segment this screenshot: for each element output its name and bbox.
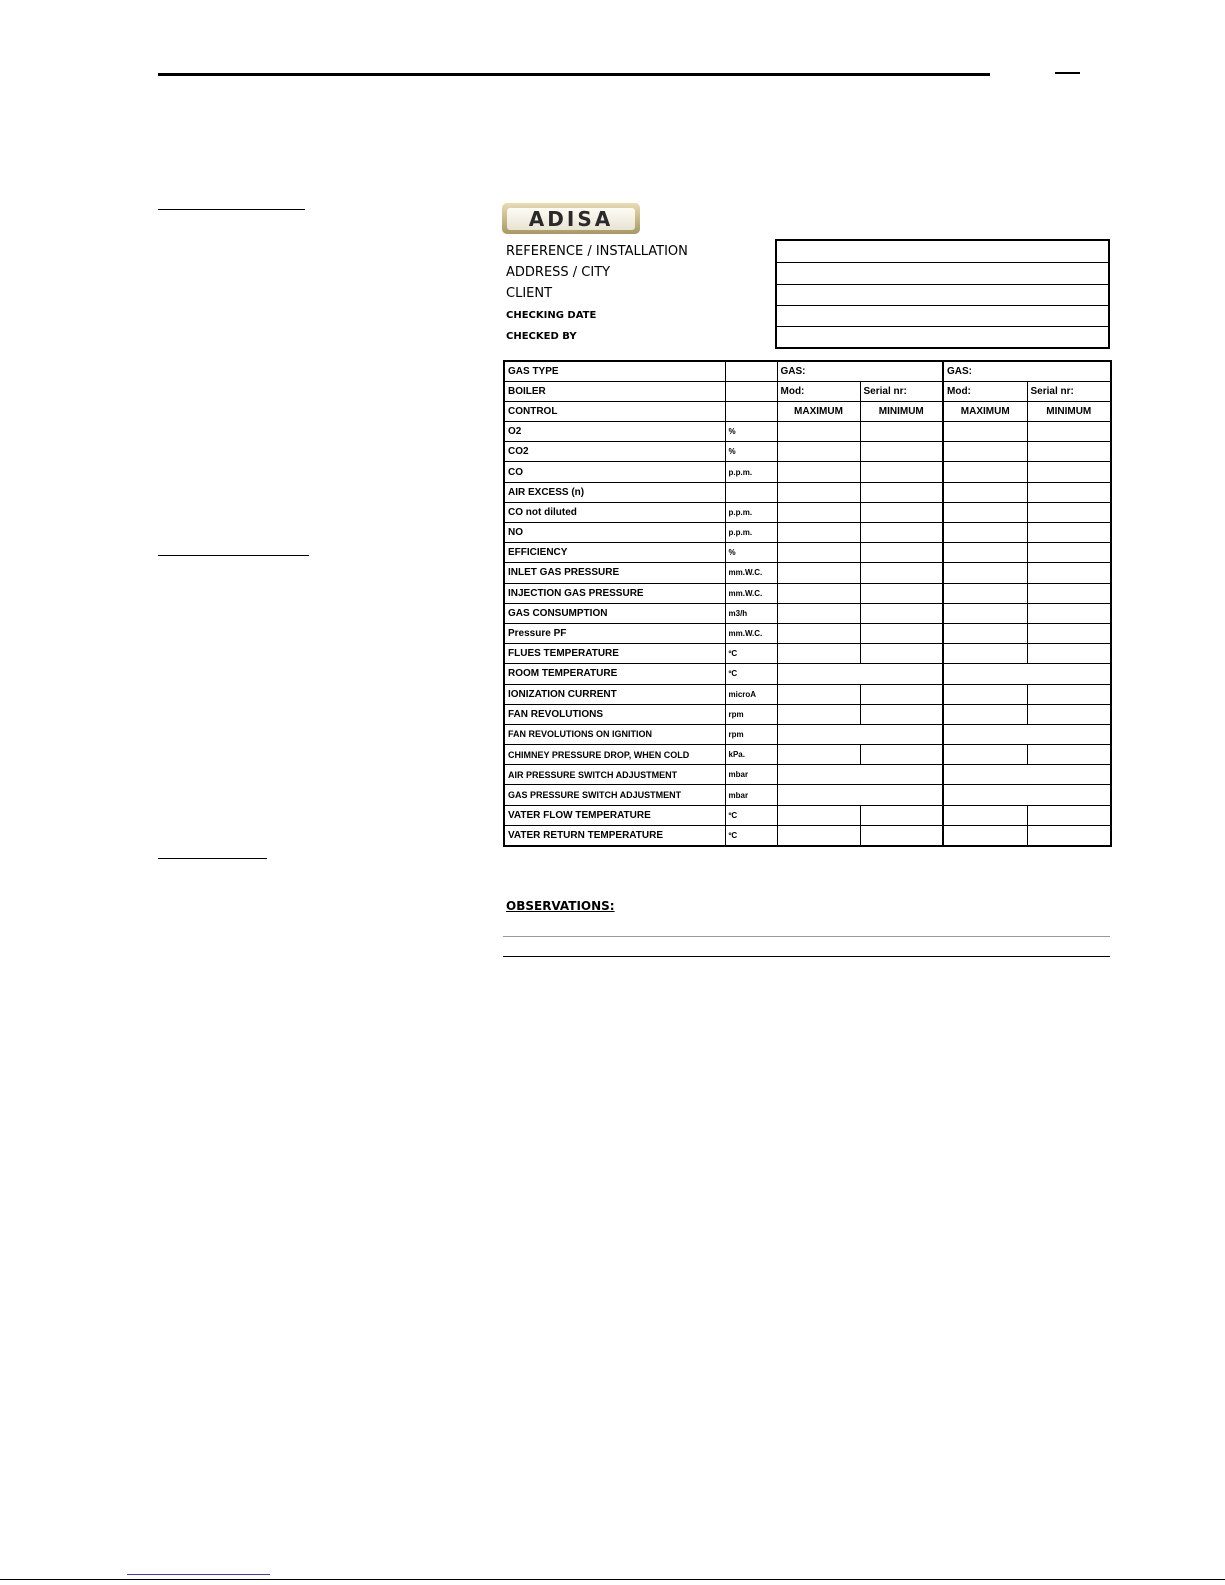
value-cell-max-1[interactable]	[777, 644, 860, 664]
margin-rule-3	[158, 858, 267, 859]
row-label: CHIMNEY PRESSURE DROP, WHEN COLD	[504, 745, 725, 765]
value-cell-max-1[interactable]	[777, 805, 860, 825]
value-cell-min-2[interactable]	[1027, 442, 1111, 462]
unit-cell: %	[725, 543, 777, 563]
value-cell-gas-2[interactable]	[943, 785, 1111, 805]
value-cell-max-2[interactable]	[943, 684, 1027, 704]
value-cell-min-1[interactable]	[860, 523, 943, 543]
measurement-row	[504, 543, 1111, 563]
gas-1-cell: GAS:	[777, 361, 943, 381]
value-cell-max-2[interactable]	[943, 704, 1027, 724]
value-cell-min-2[interactable]	[1027, 482, 1111, 502]
value-cell-min-2[interactable]	[1027, 583, 1111, 603]
unit-cell: mbar	[725, 765, 777, 785]
value-cell-max-2[interactable]	[943, 825, 1027, 845]
measurement-row	[504, 704, 1111, 724]
maximum-2-header: MAXIMUM	[943, 401, 1027, 421]
value-cell-max-1[interactable]	[777, 623, 860, 643]
unit-cell: rpm	[725, 704, 777, 724]
measurement-row	[504, 745, 1111, 765]
value-cell-min-1[interactable]	[860, 543, 943, 563]
value-cell-max-2[interactable]	[943, 805, 1027, 825]
row-label: GAS TYPE	[504, 361, 725, 381]
adisa-logo	[502, 203, 640, 234]
value-cell-min-1[interactable]	[860, 805, 943, 825]
unit-cell: p.p.m.	[725, 523, 777, 543]
value-cell-min-1[interactable]	[860, 442, 943, 462]
header-fields-box	[775, 239, 1110, 349]
value-cell-min-1[interactable]	[860, 502, 943, 522]
row-label: VATER FLOW TEMPERATURE	[504, 805, 725, 825]
measurement-row	[504, 765, 1111, 785]
measurement-row	[504, 623, 1111, 643]
measurement-row	[504, 442, 1111, 462]
value-cell-max-1[interactable]	[777, 543, 860, 563]
value-cell-min-2[interactable]	[1027, 684, 1111, 704]
row-label: CO2	[504, 442, 725, 462]
unit-cell: m3/h	[725, 603, 777, 623]
unit-cell: %	[725, 422, 777, 442]
value-cell-max-2[interactable]	[943, 482, 1027, 502]
unit-cell: mbar	[725, 785, 777, 805]
measurement-row	[504, 644, 1111, 664]
value-cell-min-2[interactable]	[1027, 745, 1111, 765]
value-cell-gas-2[interactable]	[943, 765, 1111, 785]
value-cell-gas-1[interactable]	[777, 724, 943, 744]
row-label: CO not diluted	[504, 502, 725, 522]
footer-link-rule	[127, 1574, 270, 1575]
row-label: IONIZATION CURRENT	[504, 684, 725, 704]
value-cell-min-1[interactable]	[860, 623, 943, 643]
unit-cell: kPa.	[725, 745, 777, 765]
value-cell-min-1[interactable]	[860, 745, 943, 765]
row-label: CONTROL	[504, 401, 725, 421]
value-cell-min-1[interactable]	[860, 583, 943, 603]
row-label: Pressure PF	[504, 623, 725, 643]
row-label: AIR EXCESS (n)	[504, 482, 725, 502]
value-cell-gas-1[interactable]	[777, 785, 943, 805]
value-cell-min-2[interactable]	[1027, 563, 1111, 583]
value-cell-min-2[interactable]	[1027, 422, 1111, 442]
value-cell-gas-2[interactable]	[943, 724, 1111, 744]
row-label: CO	[504, 462, 725, 482]
observations-line-1	[503, 936, 1110, 937]
unit-cell: ºC	[725, 644, 777, 664]
minimum-2-header: MINIMUM	[1027, 401, 1111, 421]
row-label: VATER RETURN TEMPERATURE	[504, 825, 725, 845]
value-cell-gas-2[interactable]	[943, 664, 1111, 684]
measurement-row	[504, 664, 1111, 684]
serial-1-cell: Serial nr:	[860, 381, 943, 401]
value-cell-min-2[interactable]	[1027, 623, 1111, 643]
row-label: NO	[504, 523, 725, 543]
row-label: GAS CONSUMPTION	[504, 603, 725, 623]
value-cell-max-1[interactable]	[777, 745, 860, 765]
value-cell-min-2[interactable]	[1027, 805, 1111, 825]
unit-cell: ºC	[725, 825, 777, 845]
value-cell-max-2[interactable]	[943, 563, 1027, 583]
serial-2-cell: Serial nr:	[1027, 381, 1111, 401]
value-cell-min-1[interactable]	[860, 563, 943, 583]
value-cell-max-1[interactable]	[777, 603, 860, 623]
row-label: AIR PRESSURE SWITCH ADJUSTMENT	[504, 765, 725, 785]
value-cell-max-1[interactable]	[777, 563, 860, 583]
row-label: O2	[504, 422, 725, 442]
value-cell-min-2[interactable]	[1027, 704, 1111, 724]
row-label: EFFICIENCY	[504, 543, 725, 563]
value-cell-max-1[interactable]	[777, 684, 860, 704]
value-cell-max-2[interactable]	[943, 745, 1027, 765]
value-cell-max-1[interactable]	[777, 704, 860, 724]
measurement-row	[504, 583, 1111, 603]
value-cell-max-2[interactable]	[943, 603, 1027, 623]
value-cell-min-2[interactable]	[1027, 825, 1111, 845]
boiler-row	[504, 381, 1111, 401]
measurement-row	[504, 462, 1111, 482]
value-cell-min-1[interactable]	[860, 644, 943, 664]
row-label: FLUES TEMPERATURE	[504, 644, 725, 664]
value-cell-gas-1[interactable]	[777, 664, 943, 684]
row-label: INLET GAS PRESSURE	[504, 563, 725, 583]
row-label: GAS PRESSURE SWITCH ADJUSTMENT	[504, 785, 725, 805]
value-cell-min-1[interactable]	[860, 825, 943, 845]
minimum-1-header: MINIMUM	[860, 401, 943, 421]
value-cell-max-2[interactable]	[943, 422, 1027, 442]
gas-2-cell: GAS:	[943, 361, 1111, 381]
unit-cell: mm.W.C.	[725, 563, 777, 583]
measurement-row	[504, 724, 1111, 744]
value-cell-max-1[interactable]	[777, 583, 860, 603]
unit-cell: rpm	[725, 724, 777, 744]
row-label: BOILER	[504, 381, 725, 401]
unit-cell: microA	[725, 684, 777, 704]
value-cell-min-1[interactable]	[860, 422, 943, 442]
unit-cell	[725, 381, 777, 401]
value-cell-gas-1[interactable]	[777, 765, 943, 785]
measurement-row	[504, 684, 1111, 704]
value-cell-min-1[interactable]	[860, 684, 943, 704]
unit-cell: mm.W.C.	[725, 623, 777, 643]
measurement-row	[504, 482, 1111, 502]
measurement-row	[504, 785, 1111, 805]
value-cell-max-2[interactable]	[943, 644, 1027, 664]
measurement-row	[504, 422, 1111, 442]
measurement-row	[504, 805, 1111, 825]
reference-label: REFERENCE / INSTALLATION	[506, 244, 688, 259]
value-cell-max-1[interactable]	[777, 422, 860, 442]
checking-date-label: CHECKING DATE	[506, 310, 597, 321]
control-row	[504, 401, 1111, 421]
unit-cell	[725, 482, 777, 502]
measurement-row	[504, 563, 1111, 583]
unit-cell	[725, 401, 777, 421]
measurement-table	[503, 360, 1112, 847]
gas-type-row	[504, 361, 1111, 381]
value-cell-min-2[interactable]	[1027, 462, 1111, 482]
row-label: FAN REVOLUTIONS	[504, 704, 725, 724]
value-cell-min-1[interactable]	[860, 704, 943, 724]
value-cell-max-1[interactable]	[777, 442, 860, 462]
value-cell-max-2[interactable]	[943, 502, 1027, 522]
row-label: INJECTION GAS PRESSURE	[504, 583, 725, 603]
value-cell-max-2[interactable]	[943, 462, 1027, 482]
header-rule	[158, 73, 990, 76]
value-cell-max-2[interactable]	[943, 543, 1027, 563]
value-cell-max-1[interactable]	[777, 523, 860, 543]
value-cell-min-2[interactable]	[1027, 603, 1111, 623]
client-label: CLIENT	[506, 286, 553, 301]
measurement-row	[504, 523, 1111, 543]
value-cell-max-2[interactable]	[943, 623, 1027, 643]
value-cell-min-2[interactable]	[1027, 543, 1111, 563]
value-cell-max-2[interactable]	[943, 583, 1027, 603]
mod-1-cell: Mod:	[777, 381, 860, 401]
measurement-row	[504, 603, 1111, 623]
checked-by-label: CHECKED BY	[506, 331, 577, 342]
margin-rule-1	[158, 209, 305, 210]
mod-2-cell: Mod:	[943, 381, 1027, 401]
unit-cell	[725, 361, 777, 381]
value-cell-min-2[interactable]	[1027, 502, 1111, 522]
observations-label: OBSERVATIONS:	[506, 899, 615, 913]
maximum-1-header: MAXIMUM	[777, 401, 860, 421]
value-cell-max-1[interactable]	[777, 462, 860, 482]
unit-cell: %	[725, 442, 777, 462]
row-label: ROOM TEMPERATURE	[504, 664, 725, 684]
value-cell-min-1[interactable]	[860, 482, 943, 502]
header-short-rule	[1055, 72, 1080, 74]
value-cell-max-2[interactable]	[943, 523, 1027, 543]
measurement-row	[504, 502, 1111, 522]
observations-line-2	[503, 956, 1110, 957]
unit-cell: p.p.m.	[725, 462, 777, 482]
value-cell-min-1[interactable]	[860, 603, 943, 623]
margin-rule-2	[158, 555, 309, 556]
unit-cell: ºC	[725, 664, 777, 684]
value-cell-max-2[interactable]	[943, 442, 1027, 462]
logo-text: ADISA	[507, 208, 635, 230]
value-cell-min-2[interactable]	[1027, 644, 1111, 664]
value-cell-max-1[interactable]	[777, 482, 860, 502]
value-cell-max-1[interactable]	[777, 825, 860, 845]
address-label: ADDRESS / CITY	[506, 265, 611, 280]
measurement-row	[504, 825, 1111, 845]
unit-cell: p.p.m.	[725, 502, 777, 522]
unit-cell: ºC	[725, 805, 777, 825]
footer-rule	[0, 1579, 1225, 1580]
value-cell-max-1[interactable]	[777, 502, 860, 522]
unit-cell: mm.W.C.	[725, 583, 777, 603]
row-label: FAN REVOLUTIONS ON IGNITION	[504, 724, 725, 744]
value-cell-min-1[interactable]	[860, 462, 943, 482]
value-cell-min-2[interactable]	[1027, 523, 1111, 543]
